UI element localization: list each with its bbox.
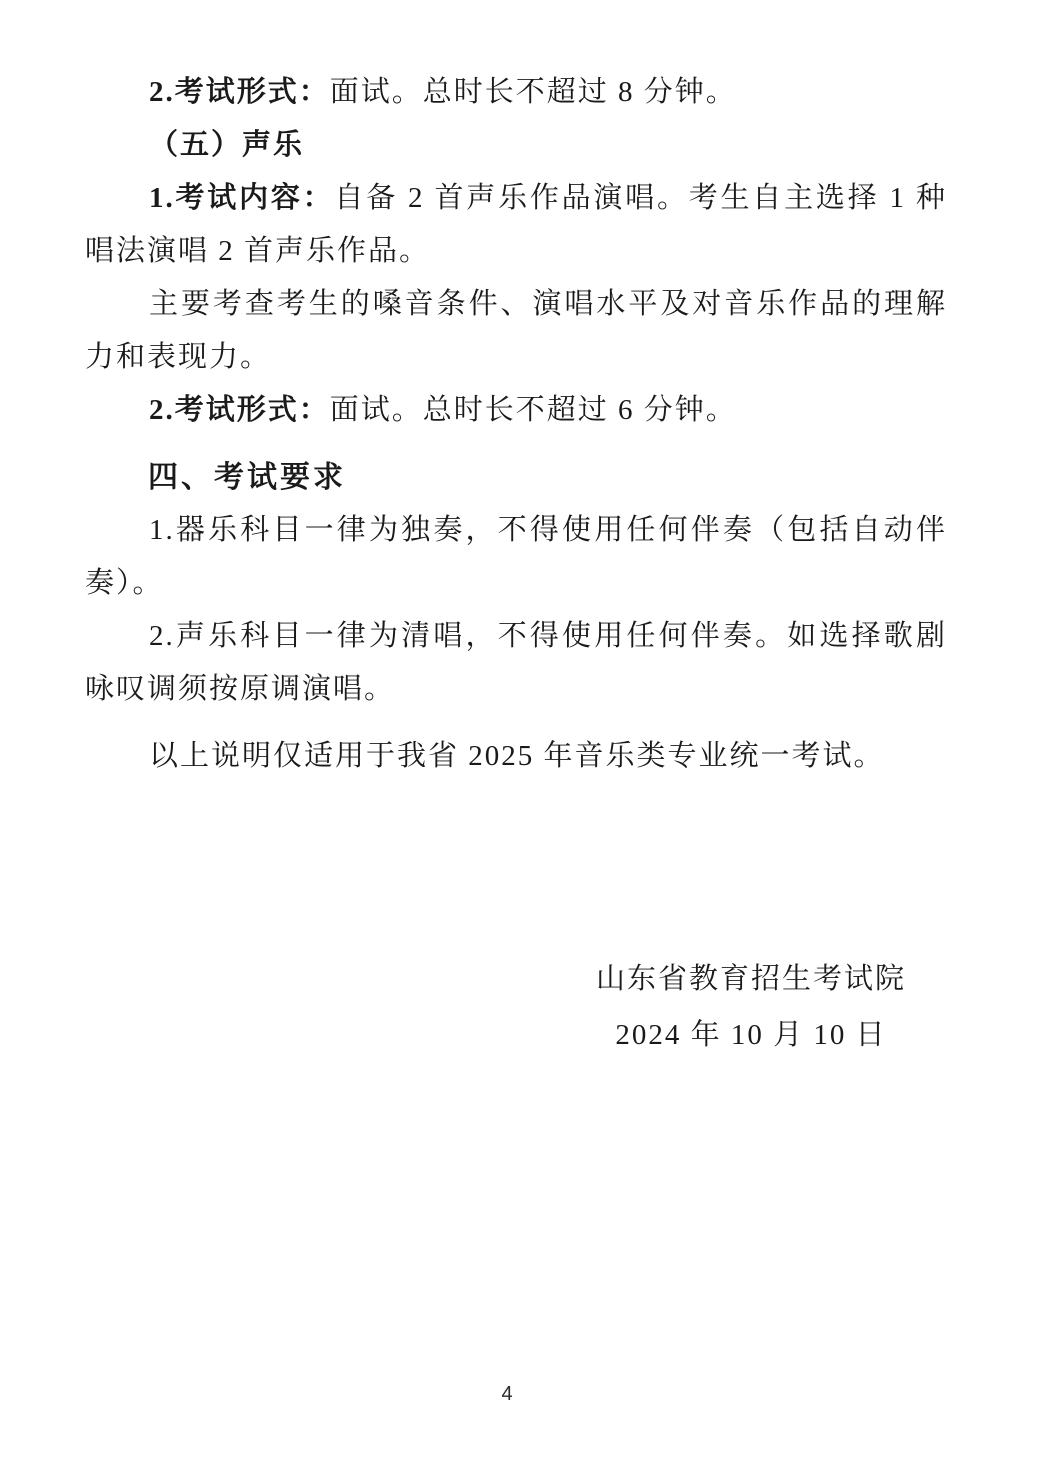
section-heading-exam-requirements: 四、考试要求 xyxy=(148,461,346,494)
para-exam-format-label: 2.考试形式： xyxy=(149,76,330,108)
para-exam-content-label: 1.考试内容： xyxy=(149,182,335,214)
signature-block xyxy=(557,951,945,1063)
para-requirement-vocal: 2.声乐科目一律为清唱，不得使用任何伴奏。如选择歌剧咏叹调须按原调演唱。 xyxy=(85,620,947,705)
para-requirement-instrumental: 1.器乐科目一律为独奏，不得使用任何伴奏（包括自动伴奏）。 xyxy=(85,514,947,599)
para-exam-format-previous-subject xyxy=(85,66,947,119)
para-closing-note: 以上说明仅适用于我省 2025 年音乐类专业统一考试。 xyxy=(149,740,885,772)
para-exam-content-text: 自备 2 首声乐作品演唱。考生自主选择 1 种唱法演唱 2 首声乐作品。 xyxy=(85,182,947,267)
signature-date: 2024 年 10 月 10 日 xyxy=(615,1019,887,1051)
para-exam-format-vocal-text: 面试。总时长不超过 6 分钟。 xyxy=(329,394,737,426)
para-assessment-focus: 主要考查考生的嗓音条件、演唱水平及对音乐作品的理解力和表现力。 xyxy=(85,288,947,373)
para-exam-format-vocal-label: 2.考试形式： xyxy=(149,394,330,426)
para-exam-format-text: 面试。总时长不超过 8 分钟。 xyxy=(329,76,737,108)
signature-organization: 山东省教育招生考试院 xyxy=(595,963,906,995)
subheading-vocal-music: （五）声乐 xyxy=(149,129,305,161)
document-body xyxy=(85,66,947,1063)
para-exam-format-vocal xyxy=(85,384,947,437)
page-footer xyxy=(0,1383,1014,1406)
para-exam-content-vocal xyxy=(85,172,947,278)
page-number: 4 xyxy=(501,1383,513,1405)
